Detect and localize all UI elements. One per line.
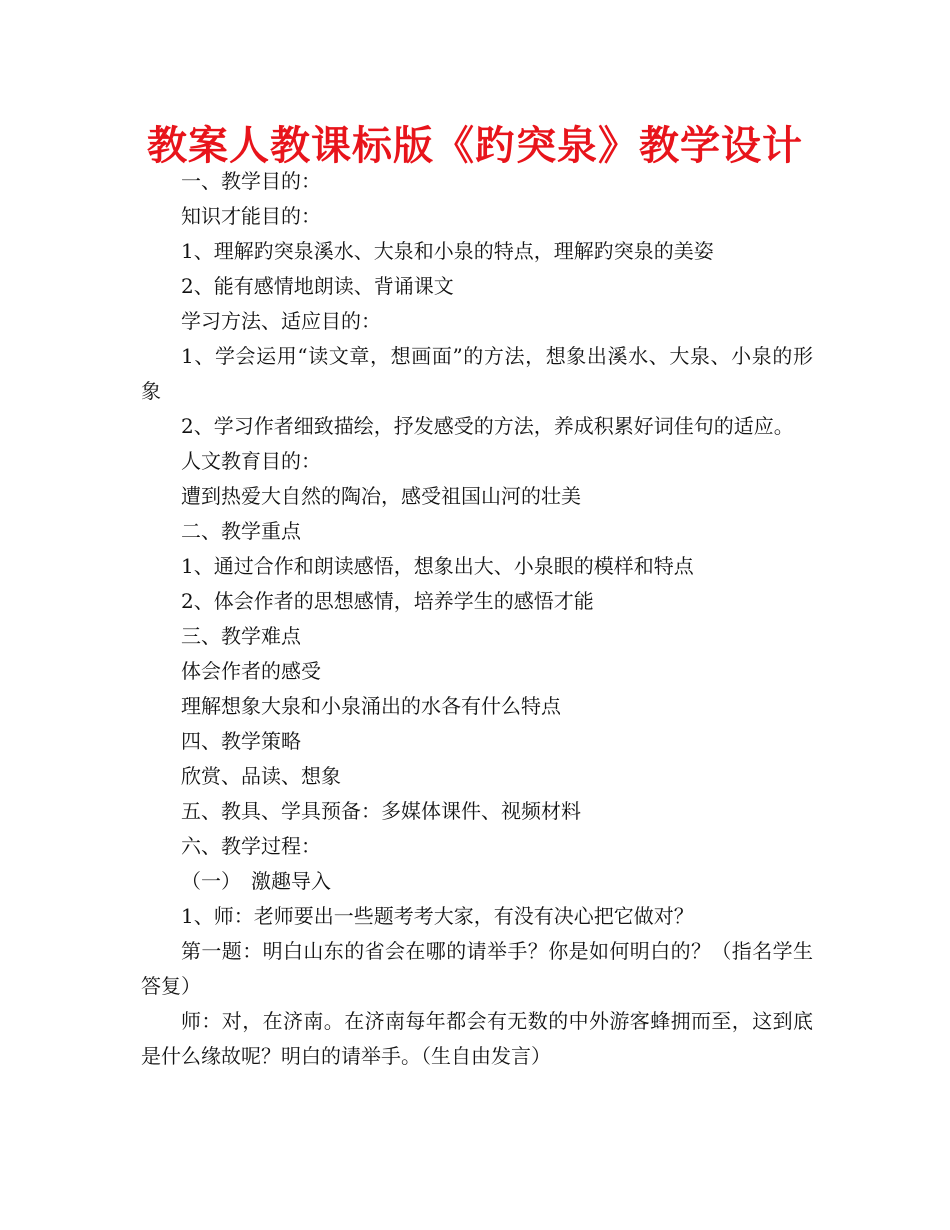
paragraph: 理解想象大泉和小泉涌出的水各有什么特点 xyxy=(181,694,561,718)
paragraph: 2、能有感情地朗读、背诵课文 xyxy=(181,274,454,298)
paragraph: 三、教学难点 xyxy=(181,624,301,648)
paragraph: 2、学习作者细致描绘，抒发感受的方法，养成积累好词佳句的适应。 xyxy=(181,414,794,438)
paragraph: （一） 激趣导入 xyxy=(181,869,331,893)
paragraph: 1、理解趵突泉溪水、大泉和小泉的特点，理解趵突泉的美姿 xyxy=(181,239,714,263)
paragraph: 五、教具、学具预备：多媒体课件、视频材料 xyxy=(181,799,581,823)
paragraph: 1、通过合作和朗读感悟，想象出大、小泉眼的模样和特点 xyxy=(181,554,694,578)
paragraph: 体会作者的感受 xyxy=(181,659,321,683)
paragraph: 学习方法、适应目的： xyxy=(181,309,381,333)
paragraph: 知识才能目的： xyxy=(181,204,321,228)
paragraph: 六、教学过程： xyxy=(181,834,321,858)
paragraph: 二、教学重点 xyxy=(181,519,301,543)
document-title: 教案人教课标版《趵突泉》教学设计 xyxy=(147,123,803,169)
document-body xyxy=(141,164,813,1074)
paragraph: 遭到热爱大自然的陶冶，感受祖国山河的壮美 xyxy=(181,484,581,508)
paragraph: 1、学会运用“读文章，想画面”的方法，想象出溪水、大泉、小泉的形象 xyxy=(141,344,813,403)
paragraph: 第一题：明白山东的省会在哪的请举手？你是如何明白的？（指名学生答复） xyxy=(141,939,813,998)
paragraph: 欣赏、品读、想象 xyxy=(181,764,341,788)
paragraph: 1、师：老师要出一些题考考大家，有没有决心把它做对？ xyxy=(181,904,694,928)
paragraph: 四、教学策略 xyxy=(181,729,301,753)
paragraph: 一、教学目的： xyxy=(181,169,321,193)
paragraph: 2、体会作者的思想感情，培养学生的感悟才能 xyxy=(181,589,594,613)
paragraph: 师：对，在济南。在济南每年都会有无数的中外游客蜂拥而至，这到底是什么缘故呢？明白的请举手。（生自由发言） xyxy=(141,1009,813,1068)
paragraph: 人文教育目的： xyxy=(181,449,321,473)
